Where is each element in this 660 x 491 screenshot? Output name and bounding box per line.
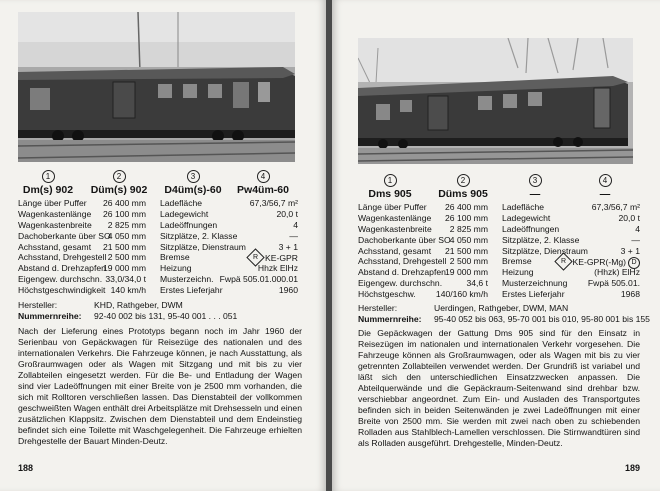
spec-label: Sitzplätze, 2. Klasse [502, 234, 580, 245]
spec-value: 4 [293, 219, 298, 230]
spec-row [18, 231, 298, 242]
spec-label: Eigengew. durchschn. [18, 274, 103, 285]
manufacturer-line-right [358, 303, 568, 314]
spec-value: Fwpä 505.01.000.01 [219, 274, 298, 285]
spec-label: Erstes Lieferjahr [160, 285, 223, 296]
manufacturer-line-left [18, 300, 183, 311]
spec-row [358, 224, 640, 235]
spec-label: Achsstand, Drehgestell [18, 252, 107, 263]
manufacturer-value: KHD, Rathgeber, DWM [94, 300, 183, 310]
column-header-3 [158, 170, 228, 196]
spec-label: Heizung [502, 267, 534, 278]
column-header-1 [355, 174, 425, 200]
spec-value: 19 000 mm [103, 263, 146, 274]
spec-value: 3 + 1 [278, 241, 298, 252]
spec-value: 3 + 1 [620, 245, 640, 256]
spec-value: (Hhzk) ElHz [594, 267, 640, 278]
spec-row [358, 246, 640, 257]
spec-row [18, 263, 298, 274]
spec-label: Achsstand, gesamt [358, 245, 432, 256]
spec-label: Abstand d. Drehzapfen [358, 267, 446, 278]
column-number: 3 [187, 170, 200, 183]
spec-row [358, 202, 640, 213]
spec-label: Musterzeichn. [160, 274, 214, 285]
manufacturer-value: Uerdingen, Rathgeber, DWM, MAN [434, 303, 569, 313]
spec-value: 140 km/h [110, 285, 146, 296]
spec-value: 2 500 mm [449, 256, 488, 267]
manufacturer-label: Hersteller: [18, 300, 58, 310]
spec-value: 26 400 mm [103, 198, 146, 208]
series-label: Nummernreihe: [358, 314, 422, 324]
column-number: 2 [457, 174, 470, 187]
spec-value: 20,0 t [618, 212, 640, 223]
spec-value: — [289, 230, 298, 241]
body-paragraph-right: Die Gepäckwagen der Gattung Dms 905 sind für den Einsatz in Reisezügen im nationalen und internationalen Verkehr vorgesehen. Die Fahrzeuge können als Großraumwagen, oder als Wagen mit bis zu vier getrennten Zollabteilen verwendet werden. Der Grundriß ist variabel und läßt sich den unterschiedlichen Einsatzzwecken anpassen. Die Abteilquerwände und die Gepäckraum-Seitenwand sind drehbar bzw. verschiebbar angeordnet. Zum Ein- und Ausladen des Transportgutes befinden sich in beiden Seitenwänden je zwei Ladeöffnungen mit einer Breite von 2500 mm. Sie werden mit zwei nach oben zu schiebenden Rolladen aus Stahlblech-Lamellen verschlossen. Die Stirnwandtüren sind als Rolladen ausgeführt. Drehgestelle, Minden-Deutz. [358, 328, 640, 449]
spec-label: Dachoberkante über SO [18, 230, 111, 241]
spec-label: Dachoberkante über SO [358, 234, 451, 245]
column-header-3 [500, 174, 570, 200]
page-number-left: 188 [18, 463, 34, 473]
spec-value: 26 100 mm [103, 208, 146, 219]
spec-label: Abstand d. Drehzapfen [18, 263, 106, 274]
spec-label: Bremse [502, 256, 532, 267]
brake-r-badge-letter: R [253, 254, 259, 262]
left-page [0, 0, 326, 491]
spec-row [358, 235, 640, 246]
spec-row [18, 220, 298, 231]
manufacturer-label: Hersteller: [358, 303, 398, 313]
spec-value: 67,3/56,7 m² [591, 202, 640, 212]
spec-label: Ladegewicht [160, 208, 209, 219]
spec-label: Eigengew. durchschn. [358, 278, 443, 289]
column-number: 1 [42, 170, 55, 183]
spec-row [18, 209, 298, 220]
spec-label: Bremse [160, 252, 190, 263]
column-header-2 [84, 170, 154, 196]
spec-value: 34,6 t [466, 278, 488, 289]
baggage-car-photo-right [358, 38, 633, 164]
spec-label: Wagenkastenlänge [18, 208, 92, 219]
page-number-right: 189 [624, 463, 640, 473]
spec-value: 4 [635, 223, 640, 234]
spec-label: Achsstand, gesamt [18, 241, 92, 252]
column-number: 3 [529, 174, 542, 187]
column-name: Dms 905 [368, 188, 412, 200]
spec-row [358, 267, 640, 278]
column-header-4 [570, 174, 640, 200]
spec-value: 2 825 mm [107, 219, 146, 230]
spec-label: Sitzplätze, Dienstraum [160, 241, 246, 252]
spec-value: 26 100 mm [445, 212, 488, 223]
spec-label: Wagenkastenlänge [358, 212, 432, 223]
series-line-left [18, 311, 237, 322]
spec-value: KE-GPR(-Mg) [572, 257, 626, 268]
column-name: — [599, 188, 611, 200]
column-name: Düms 905 [438, 188, 488, 200]
spec-label: Musterzeichnung [502, 278, 568, 289]
spec-value: Fwpä 505.01. [587, 278, 640, 289]
spec-value: 19 000 mm [445, 267, 488, 278]
spec-label: Ladefläche [160, 198, 203, 208]
spec-value: 1968 [620, 289, 640, 300]
spec-value: 4 050 mm [449, 234, 488, 245]
spec-label: Wagenkastenbreite [18, 219, 92, 230]
spec-label: Ladegewicht [502, 212, 551, 223]
spec-row [18, 198, 298, 209]
series-value: 95-40 052 bis 063, 95-70 001 bis 010, 95-80 001 bis 155 [434, 314, 650, 324]
series-value: 92-40 002 bis 131, 95-40 001 . . . 051 [94, 311, 238, 321]
series-line-right [358, 314, 650, 325]
spec-value: 20,0 t [276, 208, 298, 219]
column-name: D4üm(s)-60 [164, 184, 222, 196]
series-label: Nummernreihe: [18, 311, 82, 321]
spec-label: Sitzplätze, 2. Klasse [160, 230, 238, 241]
spec-label: Sitzplätze, Dienstraum [502, 245, 588, 256]
spec-value: 2 825 mm [449, 223, 488, 234]
spec-value: KE-GPR [265, 253, 298, 264]
spec-value: 21 500 mm [445, 245, 488, 256]
spec-value: Hhzk ElHz [257, 263, 298, 274]
spec-row [18, 274, 298, 285]
column-name: — [529, 188, 541, 200]
right-page [332, 0, 660, 491]
spec-label: Ladefläche [502, 202, 545, 212]
spec-value: 2 500 mm [107, 252, 146, 263]
column-number: 1 [384, 174, 397, 187]
railcar-illustration-right [358, 38, 633, 164]
column-name: Dm(s) 902 [22, 184, 74, 196]
column-header-1 [13, 170, 83, 196]
column-name: Düm(s) 902 [90, 184, 148, 196]
spec-label: Achsstand, Drehgestell [358, 256, 447, 267]
column-number: 4 [257, 170, 270, 183]
railcar-illustration-left [18, 12, 295, 162]
spec-label: Höchstgeschwindigkeit [18, 285, 106, 296]
spec-value: 67,3/56,7 m² [249, 198, 298, 208]
spec-label: Ladeöffnungen [502, 223, 560, 234]
column-header-2 [428, 174, 498, 200]
spec-label: Heizung [160, 263, 192, 274]
spec-label: Länge über Puffer [358, 202, 427, 212]
spec-value: 1960 [278, 285, 298, 296]
spec-label: Erstes Lieferjahr [502, 289, 565, 300]
column-number: 4 [599, 174, 612, 187]
spec-row [358, 256, 640, 267]
spec-value: 21 500 mm [103, 241, 146, 252]
spec-value: 4 050 mm [107, 230, 146, 241]
spec-row [358, 213, 640, 224]
spec-label: Höchstgeschw. [358, 289, 416, 300]
spec-value: — [631, 234, 640, 245]
spec-label: Ladeöffnungen [160, 219, 218, 230]
spec-value: 140/160 km/h [435, 289, 488, 300]
column-name: Pw4üm-60 [237, 184, 289, 196]
spec-row [18, 252, 298, 263]
brake-d-badge: D [628, 257, 640, 269]
column-header-4 [228, 170, 298, 196]
brake-r-badge-letter: R [560, 258, 566, 266]
spec-label: Länge über Puffer [18, 198, 87, 208]
spec-row [358, 278, 640, 289]
spec-row [358, 289, 640, 300]
baggage-car-photo-left [18, 12, 295, 162]
spec-value: 26 400 mm [445, 202, 488, 212]
body-paragraph-left: Nach der Lieferung eines Prototyps begann noch im Jahr 1960 der Serienbau von Gepäckwagen für Reisezüge des nationalen und des internationalen Verkehrs. Die Fahrzeuge können, je nach Ausstattung, als Großraumwagen oder als Wagen mit Sitzgang und mit bis zu vier Zollabteilen eingesetzt werden. Für die Be- und Entladung der Wagen sind vier Ladeöffnungen mit einer Breite von je 2500 mm vorhanden, die sich mit Rolltoren verschließen lassen. Das Dienstabteil der vollkommen geschweißten Wagen enthält drei Arbeitsplätze mit Drehsesseln und einen zusätzlichen Klappsitz. Zwischen dem Dienstabteil und dem Endeinstieg befindet sich eine Toilette mit Waschgelegenheit. Die Fahrzeuge erhielten Drehgestelle der Bauart Minden-Deutz. [18, 326, 302, 447]
column-number: 2 [113, 170, 126, 183]
spec-table-left [18, 198, 298, 296]
spec-table-right [358, 202, 640, 300]
spec-value: 33,0/34,0 t [105, 274, 146, 285]
spec-row [18, 285, 298, 296]
spec-label: Wagenkastenbreite [358, 223, 432, 234]
